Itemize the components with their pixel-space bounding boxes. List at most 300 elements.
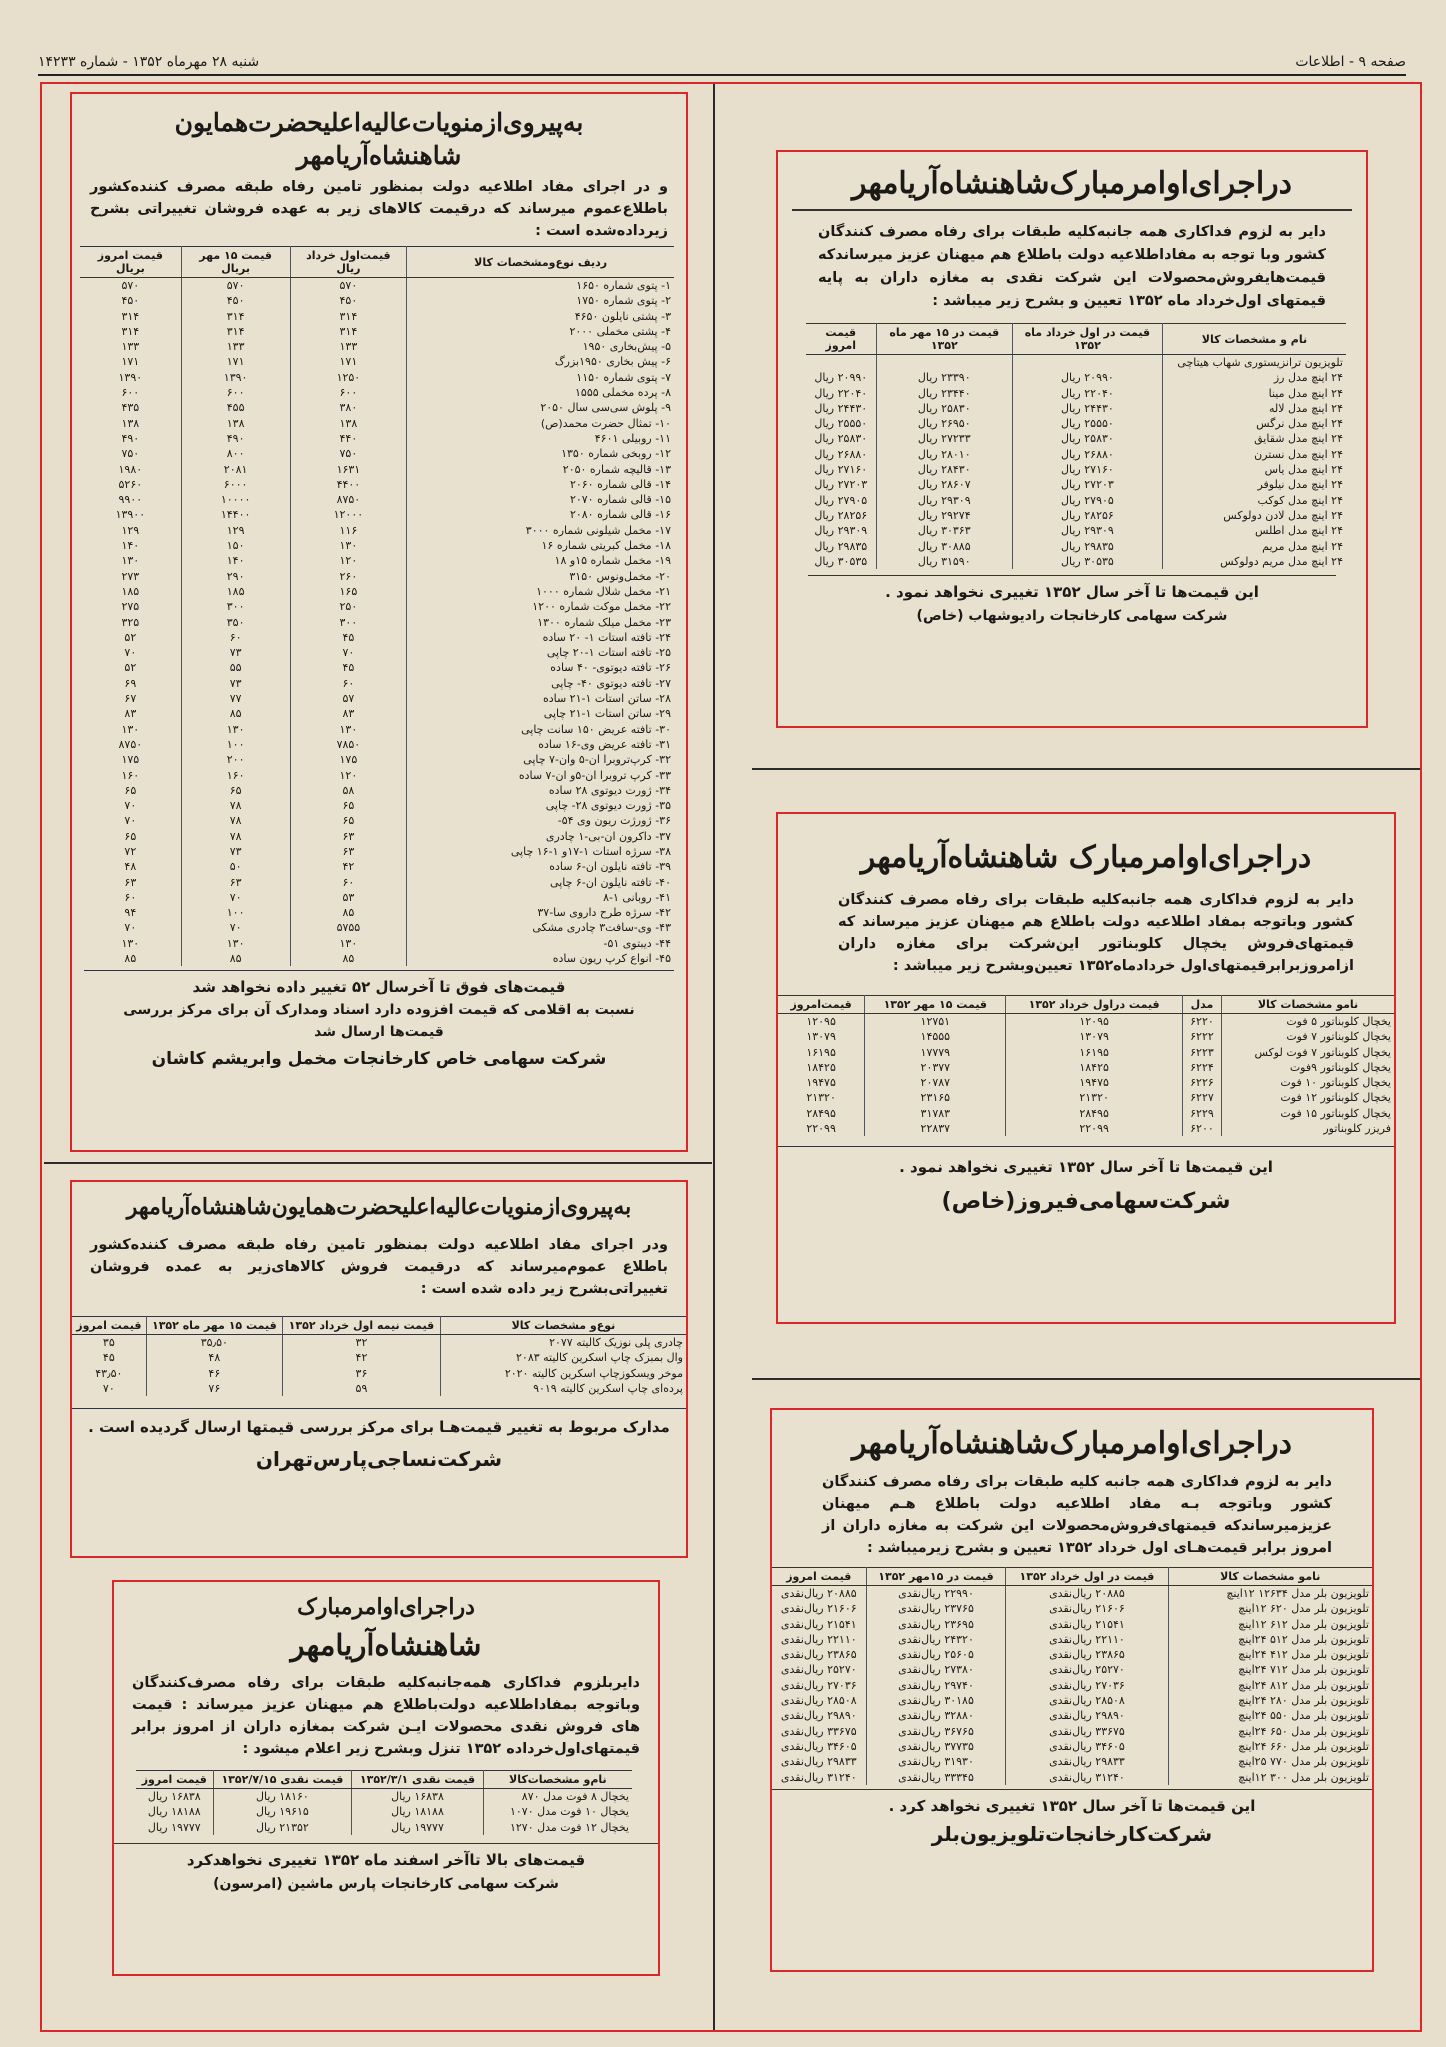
col-header: قیمت امروز xyxy=(136,1771,213,1789)
price-cell: ۲۰۸۱ xyxy=(181,462,290,477)
price-cell: ۲۹۸۹۰ ریال‌نقدی xyxy=(1006,1708,1168,1723)
item-name: تلویزیون بلر مدل ۲۸۰ ۲۴اینچ xyxy=(1168,1693,1372,1708)
table-row xyxy=(778,1014,1394,1030)
price-cell: ۳۰۳۶۳ ریال xyxy=(876,523,1012,538)
item-name: ۱۳- قالیچه شماره ۲۰۵۰ xyxy=(407,462,674,477)
price-cell: ۲۷۲۳۳ ریال xyxy=(876,431,1012,446)
price-table xyxy=(778,995,1394,1136)
price-cell: ۲۲۱۱۰ ریال‌نقدی xyxy=(1006,1632,1168,1647)
price-cell: ۲۸۴۳۰ ریال xyxy=(876,462,1012,477)
price-cell: ۷۰ xyxy=(181,890,290,905)
item-name: ۲۴ اینچ مدل مریم دولوکس xyxy=(1162,554,1346,569)
price-cell: ۱۲۵۰ xyxy=(290,370,407,385)
price-cell: ۸۷۵۰ xyxy=(290,492,407,507)
price-cell: ۴۴۰۰ xyxy=(290,477,407,492)
table-row xyxy=(80,706,674,721)
price-cell: ۶۵ xyxy=(124,829,137,843)
price-cell: ۱۳۰۷۹ xyxy=(1006,1029,1182,1044)
price-cell: ۲۱۵۴۱ ریال‌نقدی xyxy=(1006,1617,1168,1632)
table-row xyxy=(136,1820,632,1835)
price-cell: ۵۷۰ xyxy=(181,278,290,294)
price-cell: ۲۵۸۳۰ ریال xyxy=(814,432,868,446)
price-cell: ۳۰۱۸۵ ریال‌نقدی xyxy=(866,1693,1006,1708)
table-row xyxy=(778,1090,1394,1105)
price-cell: ۲۸۶۰۷ ریال xyxy=(876,477,1012,492)
price-cell: ۲۷۱۶۰ ریال xyxy=(814,463,868,477)
col-header: قیمت‌اول خرداد ریال xyxy=(290,247,407,278)
price-cell: ۶۲۰۰ xyxy=(1182,1121,1221,1136)
section-divider xyxy=(44,1162,712,1164)
ad-title-line1: به‌پیروی‌ازمنویات‌عالیه‌اعلیحضرت‌همایون xyxy=(174,108,584,137)
price-cell: ۱۵۰ xyxy=(181,538,290,553)
price-cell: ۳۱۲۴۰ ریال‌نقدی xyxy=(1006,1770,1168,1785)
col-header: قیمت امروز xyxy=(806,324,876,355)
item-name: یخچال کلوبناتور ۷ فوت xyxy=(1222,1029,1394,1044)
table-row xyxy=(80,905,674,920)
item-name: ۶- پیش بخاری ۱۹۵۰بزرگ xyxy=(407,354,674,369)
price-cell: ۶۵ xyxy=(124,783,137,797)
price-cell: ۷۰ xyxy=(181,920,290,935)
price-cell: ۳۰۵۳۵ ریال xyxy=(814,554,868,568)
price-cell: ۲۱۳۲۰ xyxy=(806,1091,836,1105)
item-name: ۴۱- روبانی ۱-۸ xyxy=(407,890,674,905)
price-cell: ۱۸۱۸۸ ریال xyxy=(147,1805,201,1819)
table-row xyxy=(80,339,674,354)
col-header: قیمت در اول خرداد ماه ۱۳۵۲ xyxy=(1012,324,1162,355)
ad-intro: و در اجرای مفاد اطلاعیه دولت بمنظور تامین رفاه طبقه مصرف کننده‌کشور باطلاع‌عموم میرساند که درقیمت کالاهای زیر به عهده فروشان تغییراتی بشرح زیرداده‌شده است : xyxy=(90,179,668,239)
col-header: نام و مشخصات کالا xyxy=(1162,324,1346,355)
item-name: تلویزیون بلر مدل ۶۲۰ ۱۲اینچ xyxy=(1168,1601,1372,1616)
price-cell: ۲۳۱۶۵ xyxy=(865,1090,1006,1105)
col-header: قیمت در ۱۵مهر ۱۳۵۲ xyxy=(866,1568,1006,1586)
price-cell: ۱۳۳ xyxy=(121,340,140,354)
table-row xyxy=(778,1106,1394,1121)
price-cell: ۳۱۴ xyxy=(121,309,140,323)
table-row xyxy=(772,1739,1372,1754)
item-name: یخچال ۱۲ فوت مدل ۱۲۷۰ xyxy=(483,1820,632,1835)
col-header: قیمت در اول خرداد ۱۳۵۲ xyxy=(1006,1568,1168,1586)
ad-kashan-velvet xyxy=(70,92,688,1152)
price-cell: ۴۸ xyxy=(124,860,137,874)
price-cell: ۲۳۶۹۵ ریال‌نقدی xyxy=(866,1617,1006,1632)
item-name: ۲۴ اینچ مدل مینا xyxy=(1162,386,1346,401)
item-name: ۲۸- ساتن استات ۱-۲۱ ساده xyxy=(407,691,674,706)
table-row xyxy=(80,691,674,706)
price-cell: ۱۷۵ xyxy=(290,752,407,767)
item-name: ۳۱- تافته عریض وی-۱۶ ساده xyxy=(407,737,674,752)
item-name: ۴- پشتی مخملی ۲۰۰۰ xyxy=(407,324,674,339)
item-name: وال بمبزک چاپ اسکرین کالیته ۲۰۸۳ xyxy=(440,1350,686,1365)
price-cell: ۲۷۳۸۰ ریال‌نقدی xyxy=(866,1662,1006,1677)
price-cell: ۱۶۰ xyxy=(121,768,140,782)
item-name: ۴۳- وی-سافت۳ چادری مشکی xyxy=(407,920,674,935)
item-name: یخچال ۱۰ فوت مدل ۱۰۷۰ xyxy=(483,1804,632,1819)
col-header: قیمت امروز xyxy=(772,1568,866,1586)
col-header: قیمت ۱۵ مهر ۱۳۵۲ xyxy=(865,996,1006,1014)
item-name: ۳۲- کرپ‌تروبرا ان-۵ وان-۷ چاپی xyxy=(407,752,674,767)
table-row xyxy=(806,462,1346,477)
item-name: یخچال کلوبناتور ۵ فوت xyxy=(1222,1014,1394,1030)
price-cell: ۱۳۰ xyxy=(181,722,290,737)
price-cell: ۱۲۷۵۱ xyxy=(865,1014,1006,1030)
table-row xyxy=(80,400,674,415)
price-cell: ۴۳٫۵۰ xyxy=(95,1366,123,1380)
price-cell: ۲۷۰۳۶ ریال‌نقدی xyxy=(780,1678,857,1692)
price-cell: ۶۳ xyxy=(124,875,137,889)
col-header: قیمت‌امروز xyxy=(778,996,865,1014)
price-cell: ۲۴۴۳۰ ریال xyxy=(1012,401,1162,416)
table-row xyxy=(72,1335,686,1351)
table-row xyxy=(806,477,1346,492)
col-header: قیمت در ۱۵ مهر ماه ۱۳۵۲ xyxy=(876,324,1012,355)
price-cell: ۱۳۰۷۹ xyxy=(806,1030,836,1044)
col-header: مدل xyxy=(1182,996,1221,1014)
item-name: ۲۳- مخمل میلک شماره ۱۳۰۰ xyxy=(407,615,674,630)
price-cell: ۱۰۰۰۰ xyxy=(181,492,290,507)
price-cell: ۳۳۳۴۵ ریال‌نقدی xyxy=(866,1770,1006,1785)
price-cell: ۱۲۹ xyxy=(181,523,290,538)
price-cell: ۱۳۸ xyxy=(181,416,290,431)
item-name: ۲۴ اینچ مدل نرگس xyxy=(1162,416,1346,431)
item-name: ۲۶- تافته دیوتوی- ۴۰ ساده xyxy=(407,660,674,675)
item-name: ۲۱- مخمل شلال شماره ۱۰۰۰ xyxy=(407,584,674,599)
price-cell: ۲۸۵۰۸ ریال‌نقدی xyxy=(780,1694,857,1708)
ad-pars-mashin-emerson xyxy=(112,1580,660,1976)
ad-title: دراجرای‌اوامرمبارک‌شاهنشاه‌آریامهر xyxy=(851,1426,1292,1461)
ad-signature: شرکت سهامی کارخانجات پارس ماشین (امرسون) xyxy=(213,1875,559,1892)
header-date-issue: شنبه ۲۸ مهرماه ۱۳۵۲ - شماره ۱۴۲۳۳ xyxy=(38,54,260,70)
price-cell: ۵۷۰ xyxy=(290,278,407,294)
price-cell: ۲۳۸۶۵ ریال‌نقدی xyxy=(780,1648,857,1662)
item-name: ۱۵- قالی شماره ۲۰۷۰ xyxy=(407,492,674,507)
price-cell: ۳۱۴ xyxy=(121,324,140,338)
price-cell: ۱۳۰ xyxy=(121,936,140,950)
price-cell: ۱۳۰ xyxy=(181,936,290,951)
table-row xyxy=(806,493,1346,508)
item-name: تلویزیون بلر مدل ۳۰۰ ۱۲اینچ xyxy=(1168,1770,1372,1785)
price-cell: ۴۵۰ xyxy=(121,294,140,308)
price-cell: ۵۷ xyxy=(290,691,407,706)
price-cell: ۴۹۰ xyxy=(181,431,290,446)
price-cell: ۲۶۹۵۰ ریال xyxy=(876,416,1012,431)
price-cell: ۵۸ xyxy=(290,783,407,798)
table-row xyxy=(772,1693,1372,1708)
price-cell: ۳۲ xyxy=(283,1335,441,1351)
item-name: تلویزیون بلر مدل ۱۲۶۳۴ ۱۲اینچ xyxy=(1168,1586,1372,1602)
table-row xyxy=(806,401,1346,416)
price-cell: ۱۹۷۷۷ ریال xyxy=(147,1820,201,1834)
table-row xyxy=(80,523,674,538)
price-cell: ۲۷۹۰۵ ریال xyxy=(1012,493,1162,508)
price-cell: ۲۲۰۹۹ xyxy=(806,1122,836,1136)
price-cell: ۷۰ xyxy=(124,814,137,828)
price-cell: ۳۰۵۳۵ ریال xyxy=(1012,554,1162,569)
table-row xyxy=(80,584,674,599)
price-cell: ۱۸۴۲۵ xyxy=(806,1060,836,1074)
price-cell: ۲۱۶۰۶ ریال‌نقدی xyxy=(1006,1601,1168,1616)
item-name: ۳۳- کرپ تروبرا ان-۵و ان-۷ ساده xyxy=(407,768,674,783)
table-row xyxy=(80,676,674,691)
table-row xyxy=(80,645,674,660)
ad-intro: دایربلزوم فداکاری همه‌جانبه‌کلیه طبقات برای رفاه مصرف‌کنندگان وباتوجه بمفاداطلاعیه دولت‌باطلاع هم میهنان عزیز میرساند : قیمت های فروش نقدی محصولات ایـن شرکت بمغازه داران از امروز برابر قیمتهای‌اول‌خرداده ۱۳۵۲ تنزل وبشرح زیر اعلام میشود : xyxy=(132,1675,640,1757)
price-cell: ۶۷ xyxy=(124,692,137,706)
col-header: قیمت امروز xyxy=(72,1317,146,1335)
table-row xyxy=(80,798,674,813)
price-cell: ۳۱۲۴۰ ریال‌نقدی xyxy=(780,1770,857,1784)
price-cell: ۲۵۵۵۰ ریال xyxy=(814,417,868,431)
price-cell: ۷۰ xyxy=(102,1381,115,1395)
price-cell: ۱۰۰ xyxy=(181,905,290,920)
price-cell: ۷۳ xyxy=(181,676,290,691)
price-cell: ۲۹۲۷۴ ریال xyxy=(876,508,1012,523)
table-row xyxy=(772,1678,1372,1693)
ad-bellaire-tv xyxy=(770,1408,1374,1972)
price-cell: ۱۸۵ xyxy=(181,584,290,599)
table-row xyxy=(778,1121,1394,1136)
price-cell: ۱۴۵۵۵ xyxy=(865,1029,1006,1044)
price-cell: ۶۰۰ xyxy=(290,385,407,400)
header-page-info: صفحه ۹ - اطلاعات xyxy=(1295,54,1406,70)
table-row xyxy=(80,278,674,294)
item-name: ۳۰- تافته عریض ۱۵۰ سانت چاپی xyxy=(407,722,674,737)
price-cell: ۸۳ xyxy=(124,707,137,721)
item-name: ۱۶- قالی شماره ۲۰۸۰ xyxy=(407,507,674,522)
price-cell: ۲۸۲۵۶ ریال xyxy=(814,508,868,522)
section-divider xyxy=(752,1378,1420,1380)
price-cell: ۶۰ xyxy=(290,676,407,691)
price-cell: ۱۹۴۷۵ xyxy=(1006,1075,1182,1090)
price-cell: ۱۶۰ xyxy=(181,768,290,783)
price-cell: ۱۶۵ xyxy=(290,584,407,599)
price-cell: ۴۲ xyxy=(283,1350,441,1365)
item-name: ۵- پیش‌بخاری ۱۹۵۰ xyxy=(407,339,674,354)
table-row xyxy=(772,1708,1372,1723)
item-name: ۳۴- ژورت دیوتوی ۲۸ ساده xyxy=(407,783,674,798)
page-header xyxy=(38,52,1406,76)
ad-footer: این قیمت‌ها تا آخر سال ۱۳۵۲ تغییری نخواهد نمود . xyxy=(778,1146,1394,1179)
price-cell: ۴۵ xyxy=(290,630,407,645)
table-row xyxy=(80,416,674,431)
price-cell: ۳۸۰ xyxy=(290,400,407,415)
item-name: تلویزیون بلر مدل ۸۱۲ ۲۴اینچ xyxy=(1168,1678,1372,1693)
price-cell: ۱۷۱ xyxy=(121,355,140,369)
price-cell: ۲۶۰ xyxy=(290,569,407,584)
ad-title-line1: دراجرای‌اوامرمبارک xyxy=(297,1594,475,1620)
price-cell: ۲۹۸۹۰ ریال‌نقدی xyxy=(780,1709,857,1723)
price-cell: ۵۷۵۵ xyxy=(290,920,407,935)
table-row xyxy=(778,1045,1394,1060)
table-row xyxy=(80,354,674,369)
item-name: یخچال کلوبناتور ۱۲ فوت xyxy=(1222,1090,1394,1105)
table-subhead: تلویزیون ترانزیستوری شهاب هیتاچی xyxy=(1162,355,1346,371)
table-row xyxy=(80,599,674,614)
price-cell: ۲۵۸۳۰ ریال xyxy=(1012,431,1162,446)
table-row xyxy=(80,462,674,477)
price-cell: ۱۶۸۳۸ ریال xyxy=(352,1789,483,1805)
item-name: یخچال کلوبناتور ۱۵ فوت xyxy=(1222,1106,1394,1121)
item-name: تلویزیون بلر مدل ۶۶۰ ۲۴اینچ xyxy=(1168,1739,1372,1754)
table-row xyxy=(806,523,1346,538)
ad-title: دراجرای‌اوامرمبارک شاهنشاه‌آریامهر xyxy=(860,840,1312,875)
price-cell: ۵۰ xyxy=(181,859,290,874)
price-cell: ۷۰ xyxy=(124,921,137,935)
price-cell: ۱۶۳۱ xyxy=(290,462,407,477)
table-row xyxy=(806,386,1346,401)
item-name: یخچال کلوبناتور ۹فوت xyxy=(1222,1060,1394,1075)
price-cell: ۳۶۷۶۵ ریال‌نقدی xyxy=(866,1724,1006,1739)
price-cell: ۷۰ xyxy=(124,799,137,813)
table-row xyxy=(136,1789,632,1805)
price-cell: ۲۸۴۹۵ xyxy=(806,1106,836,1120)
price-cell: ۶۹ xyxy=(124,676,137,690)
ad-intro: دایر به لزوم فداکاری همه جانبه‌کلیه طبقات برای رفاه مصرف کنندگان کشور وباتوجه بمفاد اطلاعیه دولت باطلاع هم میهنان عزیز میرساند که قیمتهای‌فروش یخچال کلوبناتور این‌شرکت برای مغازه داران ازامروزبرابرقیمتهای‌اول خردادماه۱۳۵۲ تعیین‌وبشرح زیر میباشد : xyxy=(838,892,1354,974)
price-cell: ۸۵ xyxy=(124,952,137,966)
price-cell: ۲۷۰۳۶ ریال‌نقدی xyxy=(1006,1678,1168,1693)
item-name: ۲۹- ساتن استات ۱-۲۱ چاپی xyxy=(407,706,674,721)
price-cell: ۴۸ xyxy=(146,1350,282,1365)
table-row xyxy=(80,936,674,951)
price-cell: ۲۱۶۰۶ ریال‌نقدی xyxy=(780,1602,857,1616)
price-cell: ۱۶۸۳۸ ریال xyxy=(147,1790,201,1803)
price-cell: ۲۹۸۳۵ ریال xyxy=(814,539,868,553)
price-cell: ۴۴۰ xyxy=(290,431,407,446)
table-row xyxy=(80,293,674,308)
item-name: ۱۷- مخمل شیلونی شماره ۳۰۰۰ xyxy=(407,523,674,538)
price-cell: ۳۱۷۸۳ xyxy=(865,1106,1006,1121)
table-row xyxy=(80,309,674,324)
price-cell: ۷۳ xyxy=(181,645,290,660)
price-cell: ۲۷۹۰۵ ریال xyxy=(814,493,868,507)
price-cell: ۲۲۰۴۰ ریال xyxy=(814,386,868,400)
price-cell: ۲۶۸۸۰ ریال xyxy=(1012,447,1162,462)
price-cell: ۱۰۰ xyxy=(181,737,290,752)
price-cell: ۲۳۸۶۵ ریال‌نقدی xyxy=(1006,1647,1168,1662)
price-cell: ۲۶۸۸۰ ریال xyxy=(814,447,868,461)
price-cell: ۳۳۶۷۵ ریال‌نقدی xyxy=(780,1724,857,1738)
table-row xyxy=(80,844,674,859)
item-name: ۱۴- قالی شماره ۲۰۶۰ xyxy=(407,477,674,492)
table-row xyxy=(80,492,674,507)
table-row xyxy=(80,829,674,844)
price-cell: ۱۷۱ xyxy=(181,354,290,369)
item-name: ۷- پتوی شماره ۱۱۵۰ xyxy=(407,370,674,385)
table-row xyxy=(80,813,674,828)
price-cell: ۲۱۵۴۱ ریال‌نقدی xyxy=(780,1617,857,1631)
price-cell: ۳۲۸۸۰ ریال‌نقدی xyxy=(866,1708,1006,1723)
table-row xyxy=(80,538,674,553)
table-row xyxy=(80,370,674,385)
ad-signature: شرکت‌سهامی‌فیروز(خاص) xyxy=(941,1189,1231,1215)
ad-intro: دایر به لزوم فداکاری همه جانبه کلیه طبقات برای رفاه مصرف کنندگان کشور وباتوجه بـه مفاد اطلاعیه دولت باطلاع هـم میهنان عزیزمیرساندکه قیمتهای‌فروش‌محصولات این شرکت به مغازه داران از امروز برابر قیمت‌هـای اول خرداد ۱۳۵۲ تعیین و بشرح زیرمیباشد : xyxy=(822,1474,1332,1556)
table-row xyxy=(772,1586,1372,1602)
price-cell: ۷۰ xyxy=(124,646,137,660)
table-row xyxy=(80,752,674,767)
price-cell: ۷۸۵۰ xyxy=(290,737,407,752)
price-cell: ۲۳۴۴۰ ریال xyxy=(876,386,1012,401)
price-cell: ۱۳۰ xyxy=(121,554,140,568)
price-cell: ۲۷۱۶۰ ریال xyxy=(1012,462,1162,477)
item-name: تلویزیون بلر مدل ۷۷۰ ۲۵اینچ xyxy=(1168,1754,1372,1769)
price-cell: ۱۶۱۹۵ xyxy=(806,1045,836,1059)
col-header: نام‌و مشخصات‌کالا xyxy=(483,1771,632,1789)
price-cell: ۷۲ xyxy=(124,844,137,858)
price-cell: ۶۰۰ xyxy=(121,386,140,400)
price-cell: ۲۹۸۳۳ ریال‌نقدی xyxy=(780,1755,857,1769)
item-name: ۳۸- سرژه استات ۱-۱۷و ۱-۱۶ چاپی xyxy=(407,844,674,859)
ad-title-line2: شاهنشاه‌آریامهر xyxy=(296,141,462,170)
item-name: ۲۴ اینچ مدل یاس xyxy=(1162,462,1346,477)
price-cell: ۱۳۰ xyxy=(121,722,140,736)
item-name: ۲۰- مخمل‌ونوس ۳۱۵۰ xyxy=(407,569,674,584)
item-name: یخچال کلوبناتور ۱۰ فوت xyxy=(1222,1075,1394,1090)
price-cell: ۱۲۰۹۵ xyxy=(1006,1014,1182,1030)
price-cell: ۳۱۴ xyxy=(290,324,407,339)
price-cell: ۲۵۶۰۵ ریال‌نقدی xyxy=(866,1647,1006,1662)
price-cell: ۲۹۳۰۹ ریال xyxy=(876,493,1012,508)
price-table xyxy=(136,1770,632,1835)
item-name: ۱۱- روبیلی ۴۶۰۱ xyxy=(407,431,674,446)
price-cell: ۳۱۴ xyxy=(181,309,290,324)
price-cell: ۶۰ xyxy=(124,890,137,904)
ad-title-line2: شاهنشاه‌آریامهر xyxy=(290,1628,482,1662)
price-cell: ۲۷۵ xyxy=(121,600,140,614)
table-row xyxy=(80,569,674,584)
price-cell: ۶۰ xyxy=(290,875,407,890)
price-cell: ۲۵۲۷۰ ریال‌نقدی xyxy=(1006,1662,1168,1677)
item-name: ۲۴ اینچ مدل شقایق xyxy=(1162,431,1346,446)
price-cell: ۹۹۰۰ xyxy=(118,493,143,507)
table-row xyxy=(80,722,674,737)
price-table xyxy=(72,1316,686,1396)
price-cell: ۱۴۰ xyxy=(121,539,140,553)
price-cell: ۸۵ xyxy=(181,951,290,966)
price-cell: ۱۳۰ xyxy=(290,936,407,951)
col-header: قیمت نقدی ۱۳۵۲/۳/۱ xyxy=(352,1771,483,1789)
item-name: تلویزیون بلر مدل ۶۱۲ ۱۲اینچ xyxy=(1168,1617,1372,1632)
price-cell: ۱۹۶۱۵ ریال xyxy=(213,1804,352,1819)
table-row xyxy=(80,431,674,446)
price-cell: ۲۹۸۳۵ ریال xyxy=(1012,539,1162,554)
price-cell: ۲۷۳ xyxy=(121,569,140,583)
price-cell: ۲۱۳۵۲ ریال xyxy=(213,1820,352,1835)
price-cell: ۵۲ xyxy=(124,630,137,644)
item-name: ۳۶- ژورژت ریون وی ۵۴- xyxy=(407,813,674,828)
price-cell: ۸۷۵۰ xyxy=(118,737,143,751)
ad-signature: شرکت سهامی خاص کارخانجات مخمل وابریشم کاشان xyxy=(151,1049,607,1070)
table-row xyxy=(806,508,1346,523)
price-cell: ۲۴۳۲۰ ریال‌نقدی xyxy=(866,1632,1006,1647)
price-cell: ۳۶ xyxy=(283,1366,441,1381)
price-cell: ۲۰۰ xyxy=(181,752,290,767)
price-cell: ۲۰۸۸۵ ریال‌نقدی xyxy=(1006,1586,1168,1602)
price-cell: ۳۱۴ xyxy=(290,309,407,324)
price-cell: ۷۵۰ xyxy=(290,446,407,461)
item-name: تلویزیون بلر مدل ۶۵۰ ۲۴اینچ xyxy=(1168,1724,1372,1739)
price-cell: ۳۴۶۰۵ ریال‌نقدی xyxy=(1006,1739,1168,1754)
price-cell: ۱۷۱ xyxy=(290,354,407,369)
col-header: ردیف نوع‌ومشخصات کالا xyxy=(407,247,674,278)
price-cell: ۲۵۲۷۰ ریال‌نقدی xyxy=(780,1663,857,1677)
ad-signature: شرکت‌نساجی‌پارس‌تهران xyxy=(255,1447,503,1472)
item-name: ۱- پتوی شماره ۱۶۵۰ xyxy=(407,278,674,294)
table-row xyxy=(72,1350,686,1365)
price-cell: ۱۲۰۰۰ xyxy=(290,507,407,522)
table-row xyxy=(772,1632,1372,1647)
price-cell: ۱۳۹۰ xyxy=(181,370,290,385)
item-name: یخچال کلوبناتور ۷ فوت لوکس xyxy=(1222,1045,1394,1060)
price-cell: ۶۳ xyxy=(290,829,407,844)
item-name: ۲۴ اینچ مدل لاله xyxy=(1162,401,1346,416)
